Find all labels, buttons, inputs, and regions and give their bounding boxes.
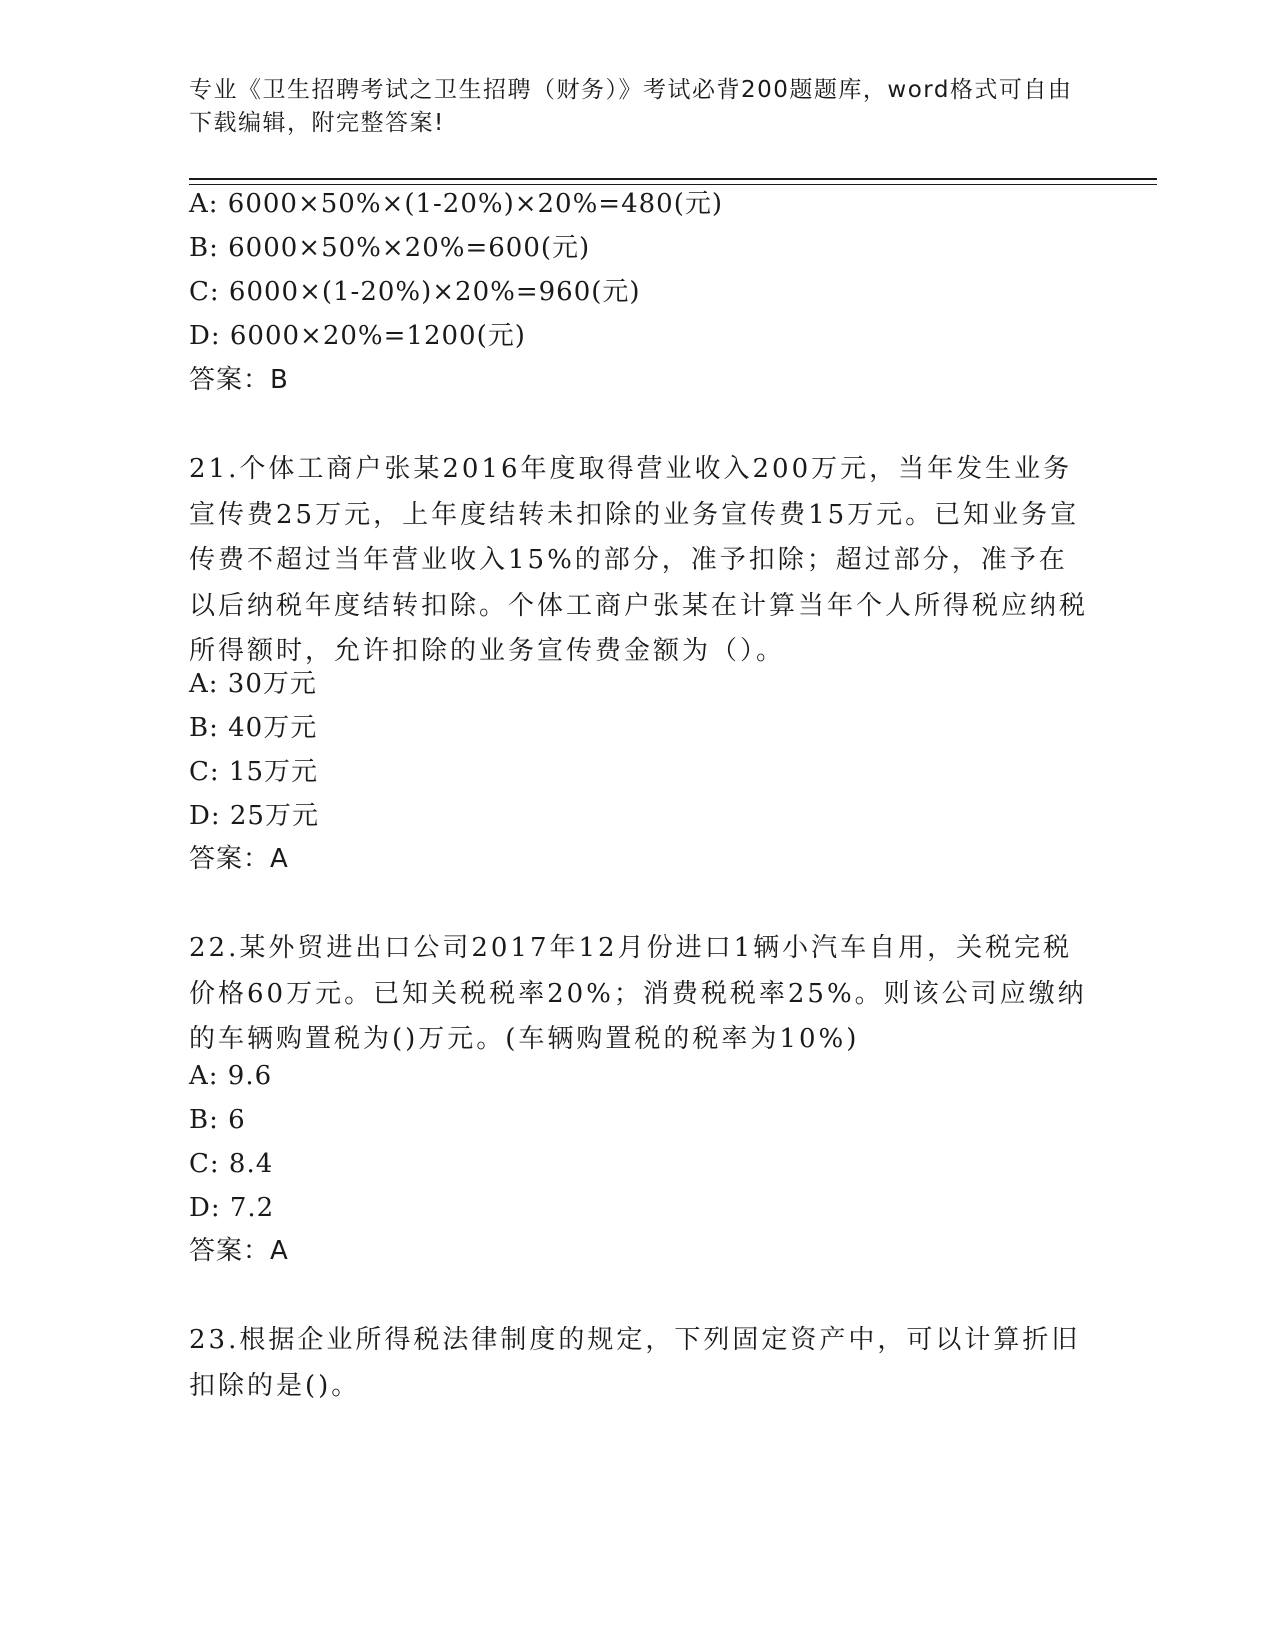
header-divider-thick xyxy=(189,178,1157,180)
q20-option-b: B: 6000×50%×20%=600(元) xyxy=(189,233,591,263)
q21-option-b: B: 40万元 xyxy=(189,713,318,743)
q23-question-text: 23.根据企业所得税法律制度的规定，下列固定资产中，可以计算折旧扣除的是()。 xyxy=(189,1325,1081,1401)
q20-option-d: D: 6000×20%=1200(元) xyxy=(189,321,526,351)
q22-option-d: D: 7.2 xyxy=(189,1193,275,1223)
q21-question-text: 21.个体工商户张某2016年度取得营业收入200万元，当年发生业务宣传费25万元，上年度结转未扣除的业务宣传费15万元。已知业务宣传费不超过当年营业收入15%的部分，准予扣除；超过部分，准予在以后纳税年度结转扣除。个体工商户张某在计算当年个人所得税应纳税所得额时，允许扣除的业务宣传费金额为（）。 xyxy=(189,454,1089,666)
q22-answer: 答案：A xyxy=(189,1236,289,1266)
header-divider-thin xyxy=(189,184,1157,185)
q20-option-c: C: 6000×(1-20%)×20%=960(元) xyxy=(189,277,641,307)
document-header: 专业《卫生招聘考试之卫生招聘（财务）》考试必背200题题库，word格式可自由下载编辑，附完整答案! xyxy=(189,77,1073,136)
q20-answer: 答案：B xyxy=(189,365,289,395)
q21-answer: 答案：A xyxy=(189,844,289,874)
q21-option-c: C: 15万元 xyxy=(189,757,319,787)
q22-option-a: A: 9.6 xyxy=(189,1061,273,1091)
q20-option-a: A: 6000×50%×(1-20%)×20%=480(元) xyxy=(189,189,724,219)
q21-option-d: D: 25万元 xyxy=(189,801,319,831)
q22-question-text: 22.某外贸进出口公司2017年12月份进口1辆小汽车自用，关税完税价格60万元。已知关税税率20%；消费税税率25%。则该公司应缴纳的车辆购置税为()万元。(车辆购置税的税率为10%) xyxy=(189,933,1087,1054)
q22-option-b: B: 6 xyxy=(189,1105,246,1135)
q21-option-a: A: 30万元 xyxy=(189,669,317,699)
q22-option-c: C: 8.4 xyxy=(189,1149,274,1179)
